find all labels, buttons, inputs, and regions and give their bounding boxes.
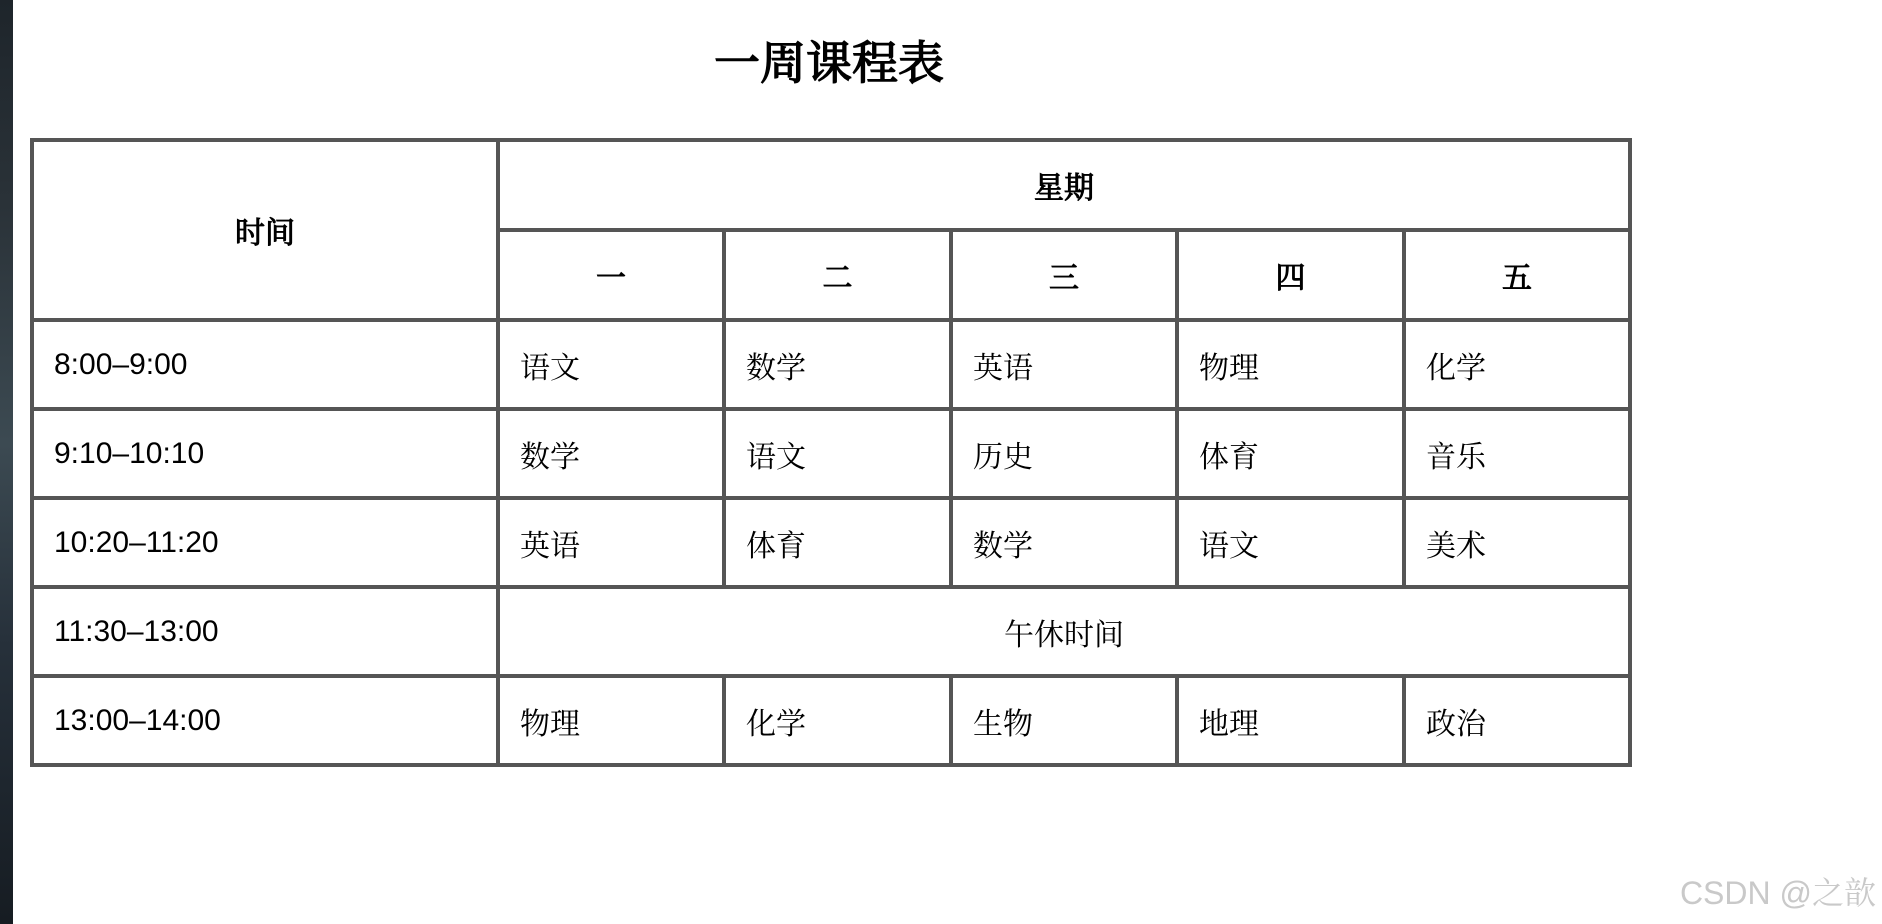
day-header-thu: 四 bbox=[1177, 230, 1404, 320]
time-cell: 11:30–13:00 bbox=[32, 587, 498, 676]
course-cell: 地理 bbox=[1177, 676, 1404, 765]
table-row bbox=[32, 498, 1630, 587]
time-cell: 9:10–10:10 bbox=[32, 409, 498, 498]
course-cell: 语文 bbox=[724, 409, 951, 498]
course-cell: 体育 bbox=[1177, 409, 1404, 498]
course-cell: 音乐 bbox=[1404, 409, 1630, 498]
course-cell: 数学 bbox=[724, 320, 951, 409]
course-cell: 语文 bbox=[498, 320, 724, 409]
time-cell: 13:00–14:00 bbox=[32, 676, 498, 765]
week-header: 星期 bbox=[498, 140, 1630, 230]
table-row bbox=[32, 587, 1630, 676]
course-cell: 英语 bbox=[951, 320, 1177, 409]
course-cell: 数学 bbox=[951, 498, 1177, 587]
day-header-fri: 五 bbox=[1404, 230, 1630, 320]
course-cell: 物理 bbox=[1177, 320, 1404, 409]
time-cell: 10:20–11:20 bbox=[32, 498, 498, 587]
background-strip bbox=[0, 0, 13, 924]
header-row bbox=[32, 140, 1630, 230]
course-cell: 美术 bbox=[1404, 498, 1630, 587]
course-cell: 历史 bbox=[951, 409, 1177, 498]
course-cell: 语文 bbox=[1177, 498, 1404, 587]
course-cell: 数学 bbox=[498, 409, 724, 498]
table-row bbox=[32, 409, 1630, 498]
course-cell: 体育 bbox=[724, 498, 951, 587]
schedule-table bbox=[30, 138, 1632, 767]
course-cell: 物理 bbox=[498, 676, 724, 765]
table-row bbox=[32, 676, 1630, 765]
page-title: 一周课程表 bbox=[714, 36, 944, 90]
course-cell: 化学 bbox=[1404, 320, 1630, 409]
day-header-tue: 二 bbox=[724, 230, 951, 320]
lunch-break-cell: 午休时间 bbox=[498, 587, 1630, 676]
time-cell: 8:00–9:00 bbox=[32, 320, 498, 409]
watermark: CSDN @之歆 bbox=[1679, 875, 1876, 911]
day-header-wed: 三 bbox=[951, 230, 1177, 320]
time-header: 时间 bbox=[32, 140, 498, 320]
course-cell: 化学 bbox=[724, 676, 951, 765]
course-cell: 英语 bbox=[498, 498, 724, 587]
day-header-mon: 一 bbox=[498, 230, 724, 320]
course-cell: 生物 bbox=[951, 676, 1177, 765]
course-cell: 政治 bbox=[1404, 676, 1630, 765]
table-row bbox=[32, 320, 1630, 409]
